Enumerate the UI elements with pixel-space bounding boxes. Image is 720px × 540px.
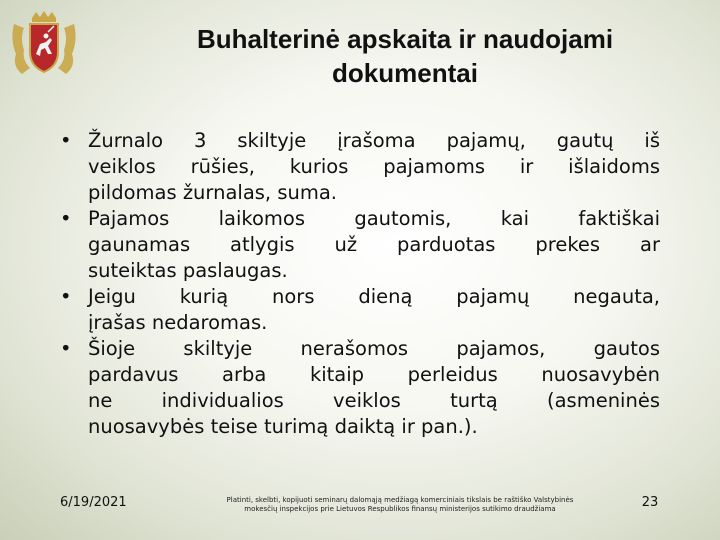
bullet-line: gaunamas atlygis už parduotas prekes ar	[88, 233, 660, 256]
bullet-line: suteiktas paslaugas.	[88, 259, 288, 282]
bullet-dot: •	[60, 285, 72, 308]
bullet-item	[60, 284, 660, 336]
slide-title	[110, 22, 700, 90]
bullet-line: Šioje skiltyje nerašomos pajamos, gautos	[88, 337, 660, 360]
coat-of-arms-logo	[8, 10, 80, 82]
bullet-line: pardavus arba kitaip perleidus nuosavybėn	[88, 363, 660, 386]
bullet-line: Jeigu kurią nors dieną pajamų negauta,	[88, 285, 660, 308]
bullet-line: įrašas nedaromas.	[88, 311, 268, 334]
page-number: 23	[641, 495, 659, 510]
bullet-item	[60, 206, 660, 284]
footer-date: 6/19/2021	[60, 495, 127, 510]
bullet-line: Žurnalo 3 skiltyje įrašoma pajamų, gautų iš	[88, 129, 660, 152]
bullet-list	[60, 128, 660, 440]
footer-copyright-note	[190, 496, 610, 514]
footer-note-line: Platinti, skelbti, kopijuoti seminarų dalomąją medžiagą komerciniais tikslais be raštiško Valstybinės	[226, 496, 574, 504]
title-line: dokumentai	[332, 58, 478, 88]
bullet-line: pildomas žurnalas, suma.	[88, 181, 337, 204]
bullet-dot: •	[60, 337, 72, 360]
bullet-line: veiklos rūšies, kurios pajamoms ir išlaidoms	[88, 155, 660, 178]
bullet-item	[60, 336, 660, 440]
bullet-dot: •	[60, 129, 72, 152]
bullet-item	[60, 128, 660, 206]
bullet-line: nuosavybės teise turimą daiktą ir pan.).	[88, 415, 478, 438]
title-line: Buhalterinė apskaita ir naudojami	[196, 24, 614, 54]
bullet-line: Pajamos laikomos gautomis, kai faktiškai	[88, 207, 660, 230]
bullet-dot: •	[60, 207, 72, 230]
footer-note-line: mokesčių inspekcijos prie Lietuvos Respublikos finansų ministerijos sutikimo draudžiama	[244, 505, 556, 513]
bullet-line: ne individualios veiklos turtą (asmeninės	[88, 389, 660, 412]
